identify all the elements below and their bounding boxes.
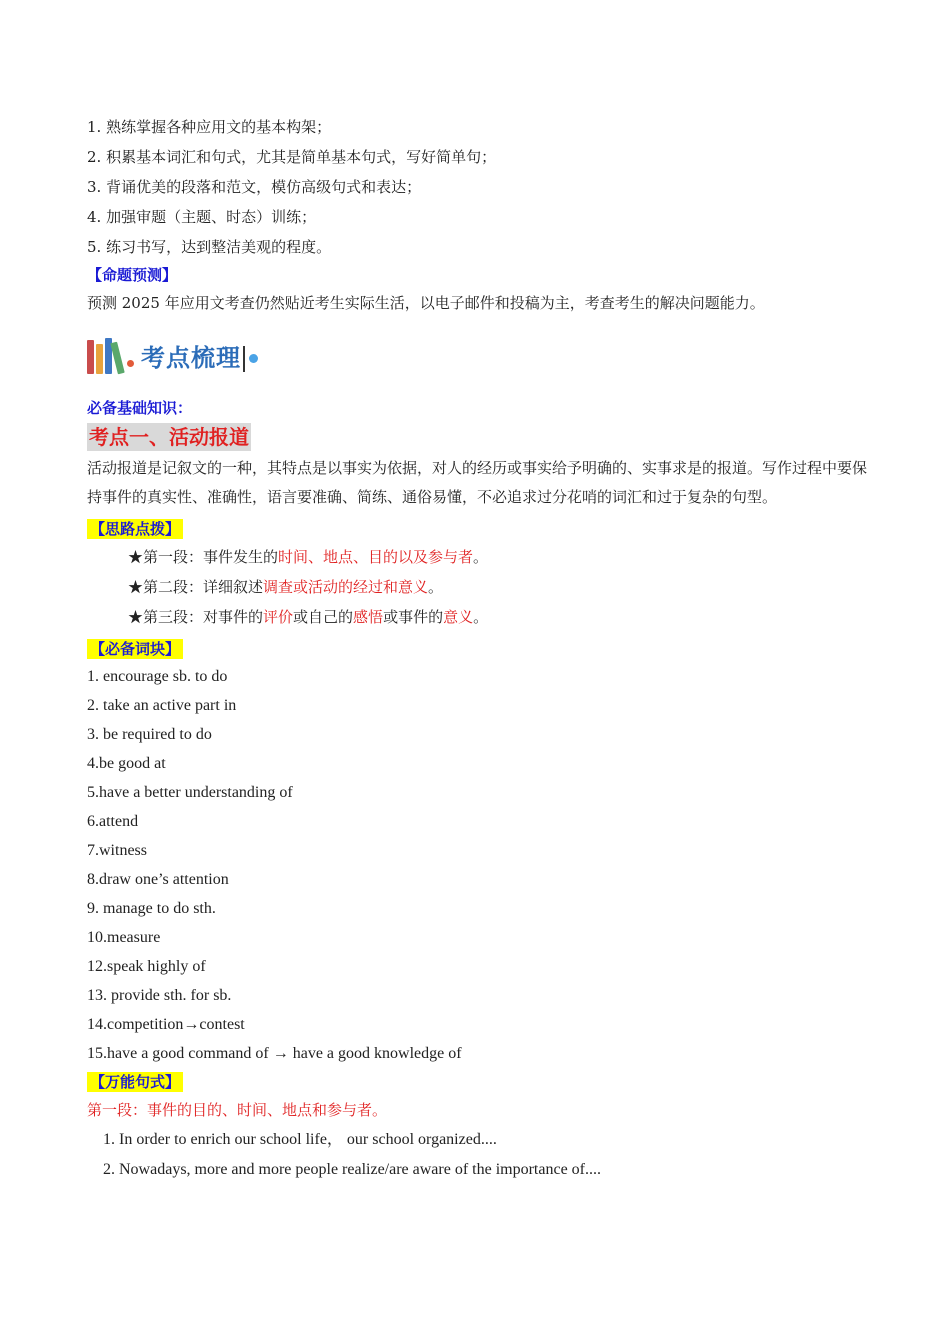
list-item: 12.speak highly of — [87, 958, 206, 975]
tip-item: 1. 熟练掌握各种应用文的基本构架； — [87, 118, 332, 136]
thinking-point-2: ★第二段：详细叙述调查或活动的经过和意义。 — [128, 578, 444, 596]
list-item: 2. Nowadays, more and more people realize/are aware of the importance of.... — [103, 1161, 601, 1178]
phrases-list — [87, 662, 867, 1068]
tip-item: 5. 练习书写，达到整洁美观的程度。 — [87, 238, 332, 256]
section-title-row — [87, 420, 867, 454]
list-item: 15.have a good command of → have a good knowledge of — [87, 1045, 462, 1062]
list-item: 5.have a better understanding of — [87, 784, 293, 801]
list-item: 3. be required to do — [87, 726, 212, 743]
list-item: 14.competition→contest — [87, 1016, 245, 1033]
list-item: 1. In order to enrich our school life， our school organized.... — [103, 1131, 497, 1148]
phrases-heading: 【必备词块】 — [87, 639, 183, 659]
list-item: 10.measure — [87, 929, 161, 946]
tip-item: 4. 加强审题（主题、时态）训练； — [87, 208, 317, 226]
list-item: 6.attend — [87, 813, 139, 830]
thinking-heading-row — [87, 516, 867, 542]
books-icon — [87, 336, 123, 374]
tip-item: 2. 积累基本词汇和句式，尤其是简单基本句式，写好简单句； — [87, 148, 497, 166]
phrases-heading-row — [87, 636, 867, 662]
section-banner — [87, 322, 867, 388]
basics-heading: 必备基础知识： — [87, 399, 193, 417]
dot-icon — [249, 354, 258, 363]
section-title: 考点一、活动报道 — [89, 425, 249, 449]
list-item: 4.be good at — [87, 755, 166, 772]
tips-list — [87, 112, 867, 262]
banner-title: 考点梳理 — [127, 338, 258, 373]
section-intro: 活动报道是记叙文的一种，其特点是以事实为依据，对人的经历或事实给予明确的、实事求是的报道。写作过程中要保持事件的真实性、准确性，语言要准确、简练、通俗易懂，不必追求过分花哨的词汇和过于复杂的句型。 — [87, 459, 868, 506]
sentences-para-title: 第一段：事件的目的、时间、地点和参与者。 — [87, 1101, 388, 1119]
thinking-point-1: ★第一段：事件发生的时间、地点、目的以及参与者。 — [128, 548, 489, 566]
prediction-text: 预测 2025 年应用文考查仍然贴近考生实际生活，以电子邮件和投稿为主，考查考生的解决问题能力。 — [87, 294, 765, 312]
list-item: 13. provide sth. for sb. — [87, 987, 232, 1004]
dot-icon — [127, 360, 134, 367]
cursor-bar — [243, 346, 245, 372]
prediction-heading — [87, 262, 867, 288]
list-item: 7.witness — [87, 842, 147, 859]
sentences-heading: 【万能句式】 — [87, 1072, 183, 1092]
sentences-heading-row — [87, 1068, 867, 1096]
list-item: 9. manage to do sth. — [87, 900, 216, 917]
tip-item: 3. 背诵优美的段落和范文，模仿高级句式和表达； — [87, 178, 422, 196]
list-item: 2. take an active part in — [87, 697, 237, 714]
list-item: 8.draw one’s attention — [87, 871, 229, 888]
thinking-heading: 【思路点拨】 — [87, 519, 183, 539]
thinking-point-3: ★第三段：对事件的评价或自己的感悟或事件的意义。 — [128, 608, 489, 626]
list-item: 1. encourage sb. to do — [87, 668, 228, 685]
prediction-heading-text: 【命题预测】 — [87, 266, 178, 284]
document-page — [87, 112, 867, 1185]
